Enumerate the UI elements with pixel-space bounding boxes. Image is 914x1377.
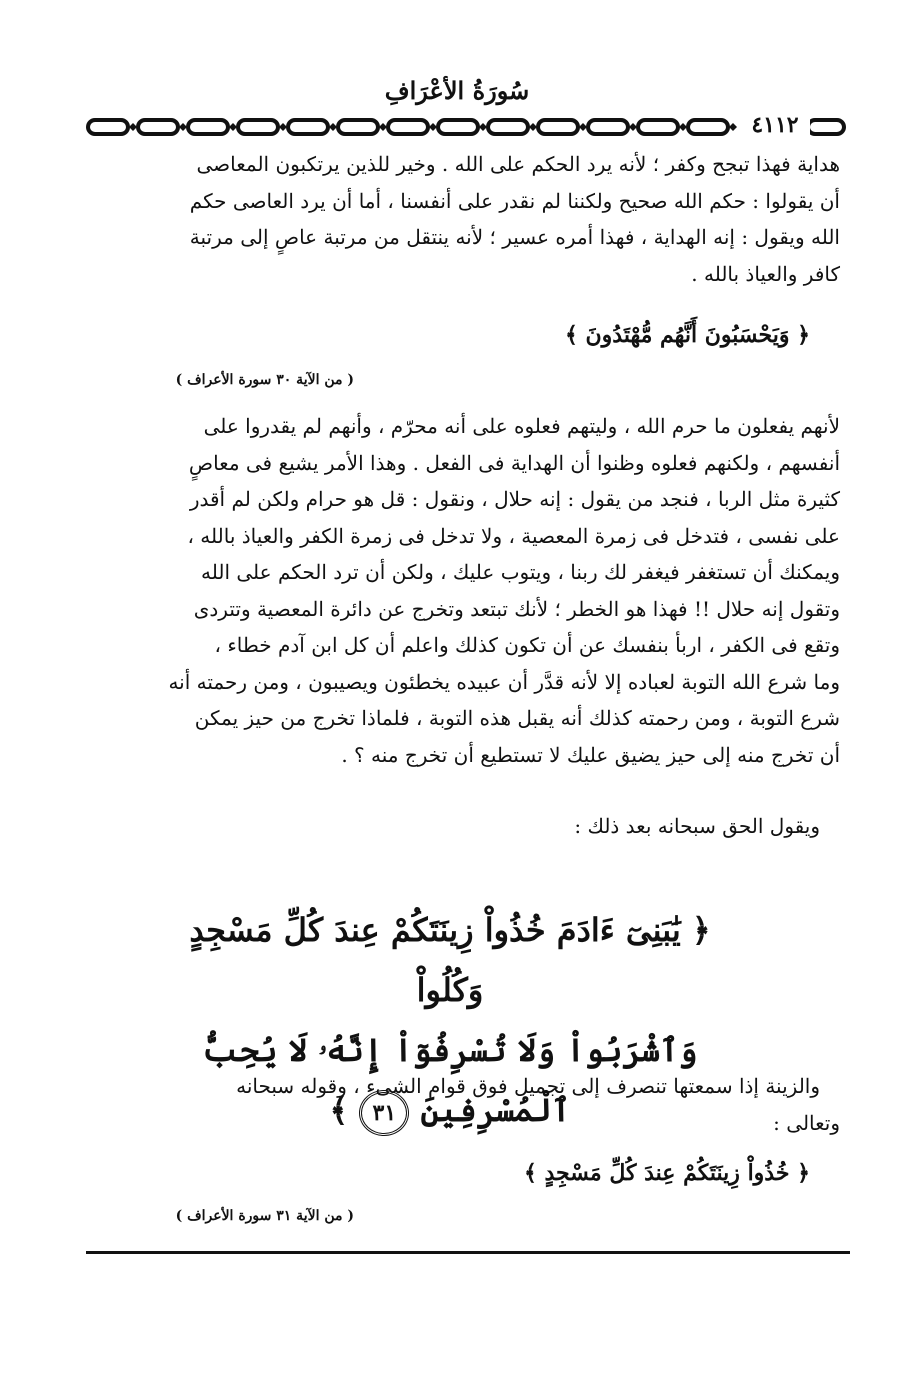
text-line: ويمكنك أن تستغفر فيغفر لك ربنا ، ويتوب عليك ، ولكن أن ترد الحكم على الله	[201, 560, 840, 584]
text-line: الله ويقول : إنه الهداية ، فهذا أمره عسير ؛ لأنه ينتقل من مرتبة عاصٍ إلى مرتبة	[189, 225, 840, 249]
footer-rule	[86, 1251, 850, 1254]
quran-quote: ﴿ وَيَحْسَبُونَ أَنَّهُم مُّهْتَدُونَ ﴾	[564, 322, 810, 348]
verse-line-text: وَٱشْرَبُواْ وَلَا تُسْرِفُوٓاْ إِنَّهُۥ لَا يُحِبُّ ٱلْمُسْرِفِينَ	[202, 1031, 698, 1129]
transition-line: ويقول الحق سبحانه بعد ذلك :	[574, 814, 820, 838]
text-line: وتقول إنه حلال !! فهذا هو الخطر ؛ لأنك تبتعد وتخرج عن دائرة المعصية وتتردى	[193, 596, 840, 621]
text-line: كافر والعياذ بالله .	[691, 261, 840, 286]
text-line: هداية فهذا تبجح وكفر ؛ لأنه يرد الحكم على الله . وخير للذين يرتكبون المعاصى	[196, 152, 840, 176]
closing-paragraph	[100, 1068, 840, 1141]
text-line: وما شرع الله التوبة لعباده إلا لأنه قدَّر أن عبيده يخطئون ويصيبون ، ومن رحمته أنه	[168, 669, 840, 694]
text-line: وتقع فى الكفر ، اربأ بنفسك عن أن تكون كذلك واعلم أن كل ابن آدم خطاء ،	[214, 633, 840, 657]
verse-closing-bracket: ﴾	[329, 1091, 349, 1129]
page-number: ٤١١٢	[740, 112, 810, 138]
quran-quote: ﴿ خُذُواْ زِينَتَكُمْ عِندَ كُلِّ مَسْجِدٍ ﴾	[523, 1160, 810, 1186]
text-line: وتعالى :	[773, 1110, 840, 1135]
text-line: كثيرة مثل الربا ، فنجد من يقول : إنه حلال ، ونقول : قل هو حرام ولكن لم أقدر	[189, 487, 840, 511]
surah-title: سُورَةُ الأعْرَافِ	[384, 76, 530, 105]
text-line: شرع التوبة ، ومن رحمته كذلك أنه يقبل هذه التوبة ، فلماذا تخرج من حيز يمكن	[194, 706, 840, 730]
verse-reference: ( من الآية ٣٠ سورة الأعراف )	[175, 372, 354, 388]
ayah-number: ٣١	[359, 1090, 409, 1136]
verse-line: ﴿ يَٰبَنِىٓ ءَادَمَ خُذُواْ زِينَتَكُمْ عِندَ كُلِّ مَسْجِدٍ وَكُلُواْ	[189, 911, 711, 1009]
text-line: أنفسهم ، ولكنهم فعلوه وظنوا أن الهداية فى الفعل . وهذا الأمر يشيع فى معاصٍ	[188, 450, 840, 475]
text-line: على نفسى ، فتدخل فى زمرة المعصية ، ولا تدخل فى زمرة الكفر والعياذ بالله ،	[187, 523, 840, 548]
verse-reference: ( من الآية ٣١ سورة الأعراف )	[175, 1208, 354, 1224]
text-line: والزينة إذا سمعتها تنصرف إلى تجميل فوق قوام الشىء ، وقوله سبحانه	[236, 1074, 820, 1098]
text-line: لأنهم يفعلون ما حرم الله ، وليتهم فعلوه على أنه محرّم ، وأنهم لم يقدروا على	[203, 414, 840, 438]
main-paragraph	[100, 408, 840, 773]
ornament-border	[86, 116, 848, 138]
text-line: أن يقولوا : حكم الله صحيح ولكننا لم نقدر على أنفسنا ، أما أن يرد العاصى حكم	[189, 188, 840, 213]
intro-paragraph	[100, 146, 840, 292]
text-line: أن تخرج منه إلى حيز يضيق عليك لا تستطيع أن تخرج منه ؟ .	[341, 742, 840, 767]
